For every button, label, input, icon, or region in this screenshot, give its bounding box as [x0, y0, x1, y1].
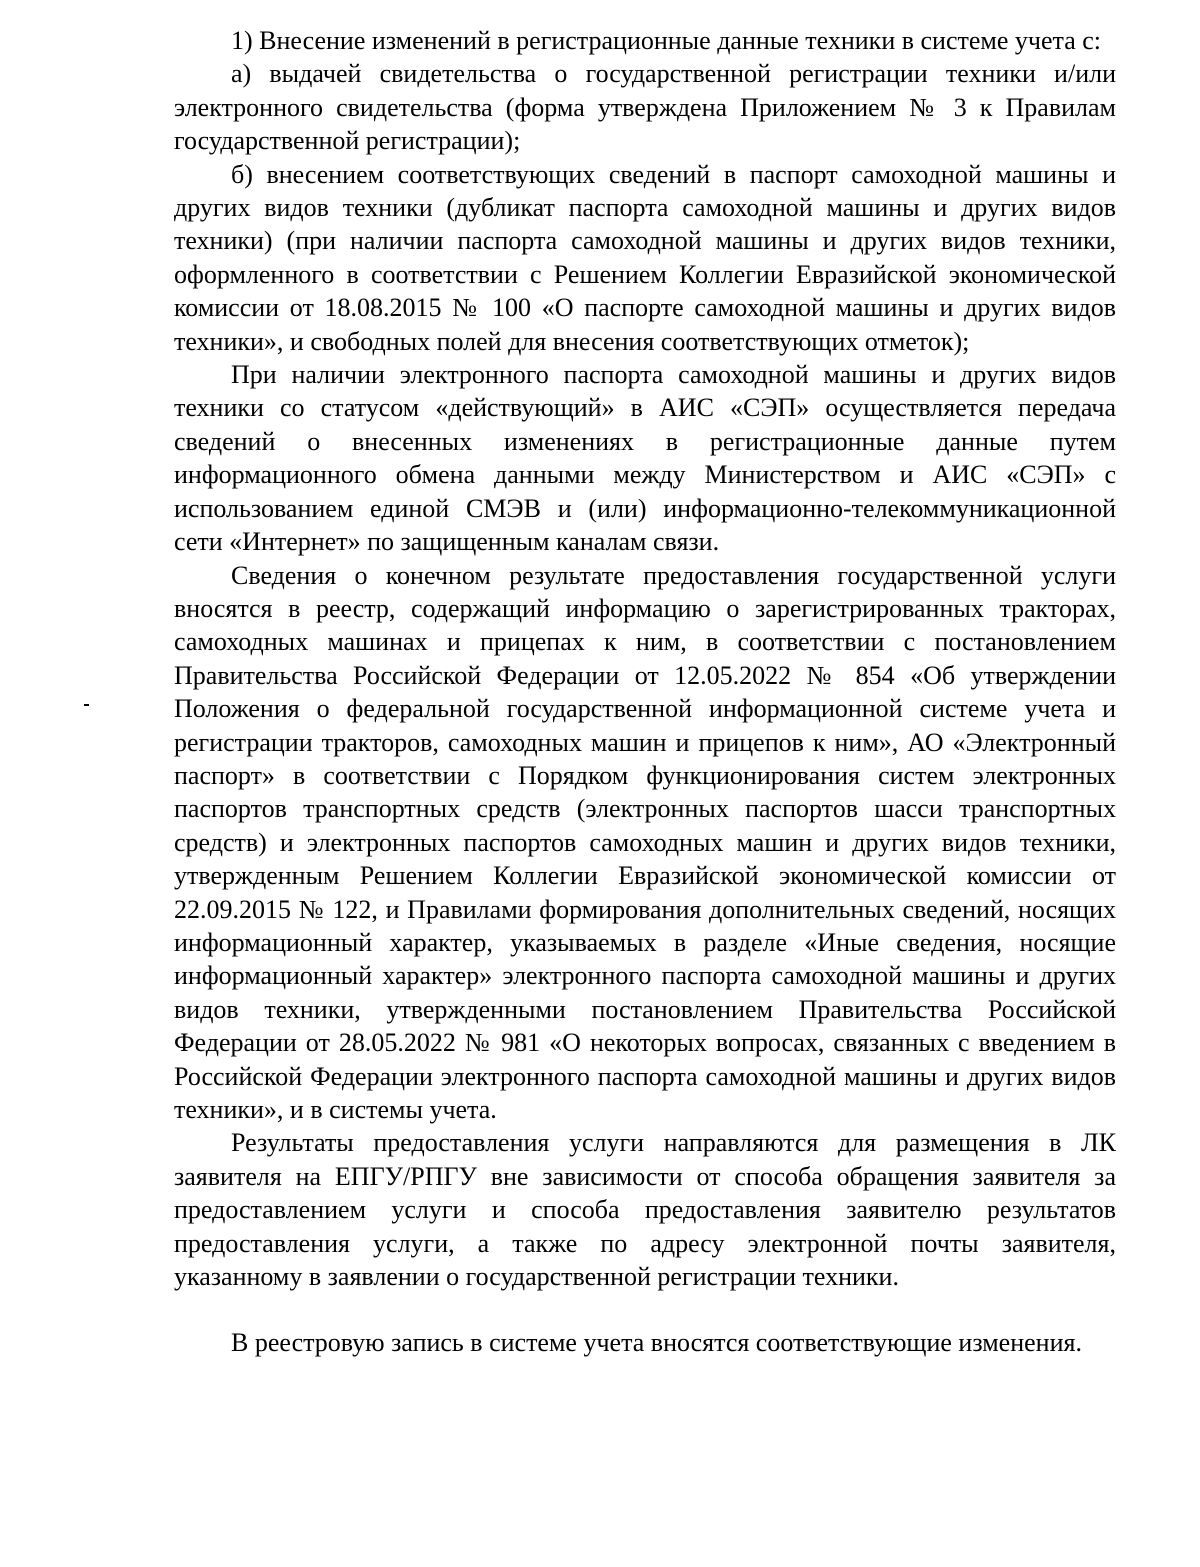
paragraph-registry-record: В реестровую запись в системе учета вносятся соответствующие изменения.: [231, 1328, 1082, 1358]
paragraph-results-delivery: Результаты предоставления услуги направляются для размещения в ЛК заявителя на ЕПГУ/РПГУ вне зависимости от способа обращения заявителя за предоставлением услуги и способа предоставления заявителю результатов предоставления услуги, а также по адресу электронной почты заявителя, указанному в заявлении о государственной регистрации техники.: [174, 1128, 1116, 1292]
paragraph-subitem-a: а) выдачей свидетельства о государственной регистрации техники и/или электронного свидетельства (форма утверждена Приложением № 3 к Правилам государственной регистрации);: [174, 59, 1116, 156]
scan-artifact-mark: [84, 704, 89, 706]
paragraph-item-1-changes: 1) Внесение изменений в регистрационные данные техники в системе учета с:: [231, 26, 1101, 55]
document-page: [174, 24, 1116, 1360]
paragraph-subitem-b: б) внесением соответствующих сведений в паспорт самоходной машины и других видов техники (дубликат паспорта самоходной машины и других видов техники) (при наличии паспорта самоходной машины и других видов техники, оформленного в соответствии с Решением Коллегии Евразийской экономической комиссии от 18.08.2015 № 100 «О паспорте самоходной машины и других видов техники», и свободных полей для внесения соответствующих отметок);: [174, 159, 1116, 356]
paragraph-electronic-passport: При наличии электронного паспорта самоходной машины и других видов техники со статусом «действующий» в АИС «СЭП» осуществляется передача сведений о внесенных изменениях в регистрационные данные путем информационного обмена данными между Министерством и АИС «СЭП» с использованием единой СМЭВ и (или) информационно-телекоммуникационной сети «Интернет» по защищенным каналам связи.: [174, 360, 1116, 557]
paragraph-registry-info: Сведения о конечном результате предоставления государственной услуги вносятся в реестр, содержащий информацию о зарегистрированных тракторах, самоходных машинах и прицепах к ним, в соответствии с постановлением Правительства Российской Федерации от 12.05.2022 № 854 «Об утверждении Положения о федеральной государственной информационной системе учета и регистрации тракторов, самоходных машин и прицепов к ним», АО «Электронный паспорт» в соответствии с Порядком функционирования систем электронных паспортов транспортных средств (электронных паспортов шасси транспортных средств) и электронных паспортов самоходных машин и других видов техники, утвержденным Решением Коллегии Евразийской экономической комиссии от 22.09.2015 № 122, и Правилами формирования дополнительных сведений, носящих информационный характер, указываемых в разделе «Иные сведения, носящие информационный характер» электронного паспорта самоходной машины и других видов техники, утвержденными постановлением Правительства Российской Федерации от 28.05.2022 № 981 «О некоторых вопросах, связанных с введением в Российской Федерации электронного паспорта самоходной машины и других видов техники», и в системы учета.: [174, 560, 1116, 1124]
